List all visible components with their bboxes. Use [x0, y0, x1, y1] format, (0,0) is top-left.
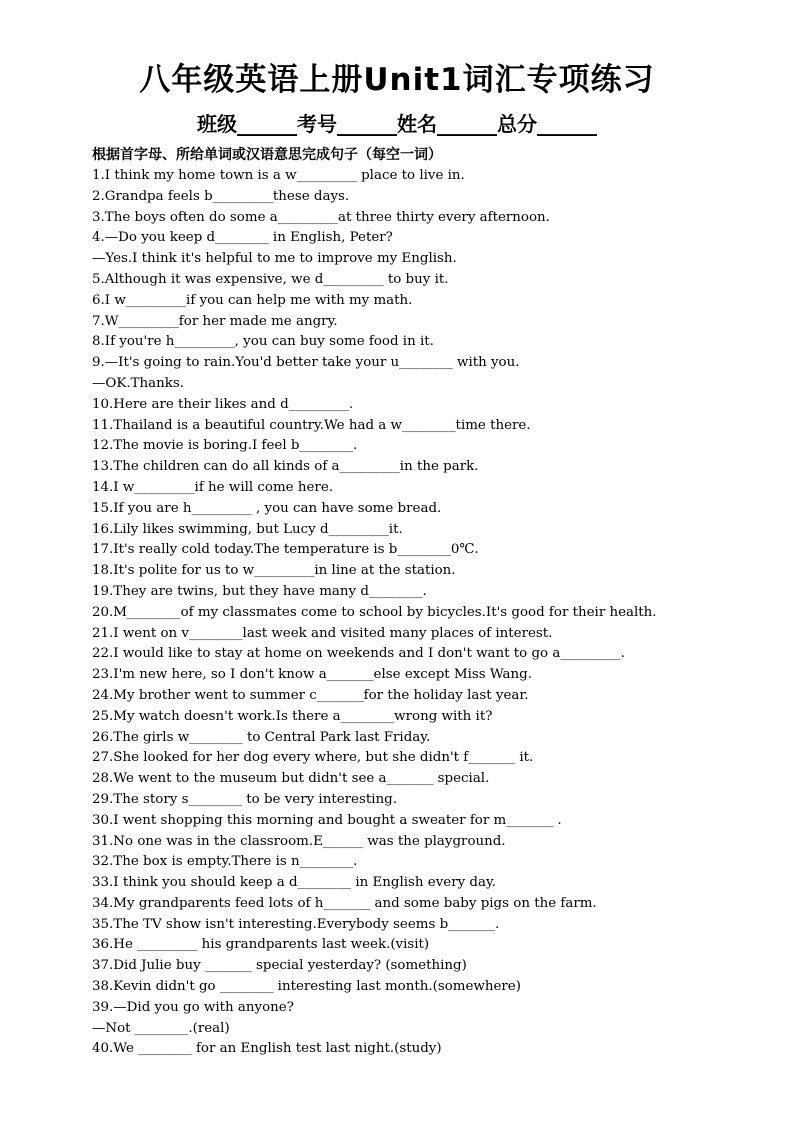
exercise-line: —Not ________.(real): [92, 1020, 230, 1036]
exercise-line: 19.They are twins, but they have many d________.: [92, 583, 427, 599]
exercise-line: 5.Although it was expensive, we d_________ to buy it.: [92, 271, 449, 287]
exercise-line: 34.My grandparents feed lots of h_______ and some baby pigs on the farm.: [92, 895, 597, 911]
exercise-line: 4.—Do you keep d________ in English, Peter?: [92, 230, 393, 246]
exercise-line: —OK.Thanks.: [92, 375, 185, 391]
exercise-line: 28.We went to the museum but didn't see a_______ special.: [92, 771, 490, 787]
exercise-line: 17.It's really cold today.The temperature is b________0℃.: [92, 542, 479, 558]
exercise-line: 16.Lily likes swimming, but Lucy d_________it.: [92, 521, 403, 537]
exercise-line: 36.He _________ his grandparents last week.(visit): [92, 937, 430, 953]
student-info-line: 班级______考号______姓名______总分______: [197, 112, 597, 136]
exercise-line: 33.I think you should keep a d________ in English every day.: [92, 875, 497, 891]
exercise-line: 9.—It's going to rain.You'd better take your u________ with you.: [92, 355, 520, 371]
exercise-line: —Yes.I think it's helpful to me to improve my English.: [92, 251, 457, 267]
exercise-line: 18.It's polite for us to w_________in line at the station.: [92, 563, 456, 579]
exercise-line: 24.My brother went to summer c_______for the holiday last year.: [92, 687, 529, 703]
exercise-line: 14.I w_________if he will come here.: [92, 479, 333, 495]
exercise-line: 10.Here are their likes and d_________.: [92, 396, 354, 412]
exercise-list: [92, 166, 752, 1060]
exercise-line: 2.Grandpa feels b_________these days.: [92, 188, 350, 204]
exercise-line: 13.The children can do all kinds of a_________in the park.: [92, 459, 479, 475]
exercise-line: 8.If you're h_________, you can buy some food in it.: [92, 334, 434, 350]
exercise-line: 7.W_________for her made me angry.: [92, 313, 338, 329]
exercise-line: 21.I went on v________last week and visited many places of interest.: [92, 625, 553, 641]
exercise-line: 22.I would like to stay at home on weekends and I don't want to go a_________.: [92, 646, 625, 662]
exercise-line: 6.I w_________if you can help me with my math.: [92, 292, 413, 308]
exercise-line: 12.The movie is boring.I feel b________.: [92, 438, 358, 454]
exercise-line: 1.I think my home town is a w_________ place to live in.: [92, 168, 465, 183]
exercise-line: 35.The TV show isn't interesting.Everybody seems b_______.: [92, 916, 500, 932]
section-instruction: 根据首字母、所给单词或汉语意思完成句子（每空一词）: [92, 147, 442, 163]
exercise-line: 40.We ________ for an English test last night.(study): [92, 1041, 442, 1057]
exercise-line: 26.The girls w________ to Central Park last Friday.: [92, 729, 431, 745]
exercise-line: 20.M________of my classmates come to school by bicycles.It's good for their health.: [92, 604, 657, 620]
exercise-line: 15.If you are h_________ , you can have some bread.: [92, 500, 442, 516]
worksheet-title: 八年级英语上册Unit1词汇专项练习: [139, 62, 655, 98]
exercise-line: 39.—Did you go with anyone?: [92, 999, 294, 1015]
exercise-line: 23.I'm new here, so I don't know a_______else except Miss Wang.: [92, 667, 532, 683]
exercise-line: 30.I went shopping this morning and bought a sweater for m_______ .: [92, 812, 562, 828]
exercise-line: 11.Thailand is a beautiful country.We had a w________time there.: [92, 417, 531, 433]
exercise-line: 29.The story s________ to be very interesting.: [92, 791, 397, 807]
exercise-line: 38.Kevin didn't go ________ interesting last month.(somewhere): [92, 979, 521, 995]
exercise-line: 3.The boys often do some a_________at three thirty every afternoon.: [92, 209, 550, 225]
exercise-line: 32.The box is empty.There is n________.: [92, 854, 358, 870]
exercise-line: 27.She looked for her dog every where, but she didn't f_______ it.: [92, 750, 534, 766]
exercise-line: 37.Did Julie buy _______ special yesterday? (something): [92, 958, 467, 974]
exercise-line: 31.No one was in the classroom.E______ was the playground.: [92, 833, 506, 849]
exercise-line: 25.My watch doesn't work.Is there a________wrong with it?: [92, 708, 493, 724]
